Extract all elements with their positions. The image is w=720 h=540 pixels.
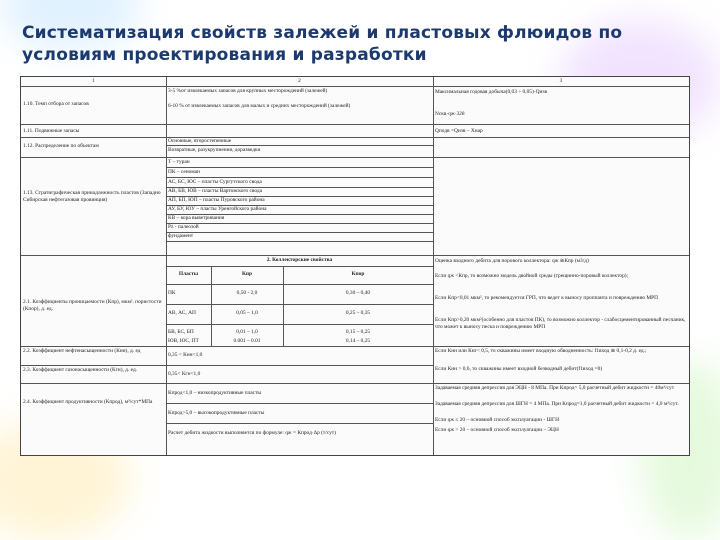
cell-text: Если qж ≤ 20 – основной способ эксплуатации - ШГН: [435, 417, 559, 423]
table-cell: 0,25 – 0,35: [345, 310, 371, 316]
table-cell: 0,30 – 0,40: [345, 290, 371, 296]
cell-text: Если Кнн или Кнг< 0,5, то скважины имеет входную обводненность: f1вход ≅ 0,1-0,2 д. ед.;: [435, 348, 647, 354]
cell-text: Расчет дебита жидкости выполняется по формуле: qж = Кпрод·Δр (т/сут): [168, 430, 336, 436]
table-cell: ЮВ, ЮС, ПТ: [168, 338, 199, 344]
cell-text: АУ, БУ, ЮУ – пласты Уренгойского района: [168, 206, 267, 212]
row-label: 1.13. Стратиграфическая принадлежность пластов (Западно Сибирская нефтегазовая провинция): [23, 190, 161, 203]
cell-text: АВ, БВ, ЮВ – пласты Вартовского свода: [168, 188, 263, 194]
sub-header: Кпор: [351, 271, 365, 277]
col-header: 1: [92, 78, 95, 84]
table-cell: БВ, БС, БП: [168, 329, 194, 335]
page-title: Систематизация свойств залежей и пластовых флюидов по условиям проектирования и разработки: [22, 23, 623, 65]
cell-text: Кпрод<1,0 – низкопродуктивные пласты: [168, 390, 262, 396]
row-label: 2.2. Коэффициент нефтенасыщенности (Кнн), д. ед: [23, 348, 141, 354]
cell-text: Задаваемая средняя депрессия для ШГН = 4 МПа. При Кпрод=1,0 расчетный дебит жидкости = 4,0 м³/сут.: [435, 401, 679, 407]
col-header: 2: [298, 78, 301, 84]
cell-text: 0,35 < Кнн<1,0: [168, 352, 203, 358]
table-cell: АВ, АС, АП: [168, 310, 196, 316]
sub-header: Пласты: [178, 271, 199, 277]
row-label: 1.12. Распределение по объектам: [23, 143, 99, 149]
cell-text: Оценка входного дебита для порового коллектора: qж ≅Кпр (м3/д): [435, 258, 589, 264]
cell-text: 6-10 % от извлекаемых запасов для малых и средних месторождений (залежей): [168, 103, 351, 109]
cell-text: АС, БС, ЮС – пласты Сургутского свода: [168, 179, 262, 185]
cell-text: Максимальная годовая добыча(0,03 ÷ 0,05)·Qизв: [435, 89, 548, 95]
cell-text: Если Кпр<0,01 мкм², то рекомендуется ГРП, что ведет к выносу проппанта и повреждению МРП: [435, 295, 659, 301]
sub-header: Кпр: [241, 271, 252, 277]
col-header: 3: [559, 78, 563, 84]
table-cell: 0,05 – 1,0: [236, 310, 258, 316]
cell-text: Pz - палеозой: [168, 224, 199, 230]
document-table: [20, 76, 690, 456]
table-cell: 0,01 – 1,0: [236, 329, 258, 335]
table-cell: 0,15 – 0,25: [345, 329, 371, 335]
table-cell: 0.001 – 0.01: [233, 338, 261, 344]
cell-text: Nскв·qж·328: [435, 111, 465, 117]
cell-text: Если Кпр>0,20 мкм²(особенно для пластов ПК), то возможно коллектор - слабосцементированный песчаник, что может к выносу песка и повреждению МРП: [435, 317, 686, 330]
row-label: 2.4. Коэффициент продуктивности (Кпрод), м³/сут*МПа: [23, 399, 153, 405]
row-label: 2.3. Коэффициент газонасыщенности (Кгн), д. ед.: [23, 367, 138, 373]
section-title: 2. Коллекторские свойства: [266, 257, 333, 263]
table-cell: 0,50 - 2,0: [236, 290, 258, 296]
row-label: 1.11. Подвижные запасы: [23, 128, 80, 134]
cell-text: фундамент: [168, 233, 194, 239]
cell-text: Возвратные, разукрупнения, доразведки: [168, 147, 261, 153]
cell-text: 3-5 %от извлекаемых запасов для крупных месторождений (залежей): [168, 88, 328, 94]
cell-text: Задаваемая средняя депрессия для ЭЦН - 8 МПа. При Кпрод= 5,0 расчетный дебит жидкости = 40м³/сут: [435, 385, 675, 391]
cell-text: Если Кнн > 0,6, то скважины имеет входной безводный дебит(f1вход =0): [435, 366, 603, 372]
table-cell: ПК: [168, 290, 176, 296]
cell-text: Т – туран: [168, 159, 190, 165]
cell-text: Qподв =Qизв – Хнар: [435, 128, 483, 134]
cell-text: Кпрод>5,0 – высокопродуктивные пласты: [168, 410, 265, 416]
row-label: 2.1. Коэффициенты проницаемости (Кпр), мкм². пористости (Кпор), д. ед.: [23, 299, 162, 312]
cell-text: 0,35< Кгн<1,0: [168, 371, 201, 377]
cell-text: Если qж <Кпр, то возможно модель двойной среды (трещинно-поровый коллектор);: [435, 273, 629, 279]
cell-text: Если qж > 20 – основной способ эксплуатации – ЭЦН: [435, 427, 559, 433]
cell-text: КВ – кора выветривания: [168, 215, 225, 221]
cell-text: ПК – сеноман: [168, 169, 200, 175]
cell-text: АП, БП, ЮП – пласты Пуровского района: [168, 197, 265, 203]
table-cell: 0,14 – 0,25: [345, 338, 371, 344]
row-label: 1.10. Темп отбора от запасов: [23, 101, 89, 107]
cell-text: Основные, второстепенные: [168, 138, 232, 144]
